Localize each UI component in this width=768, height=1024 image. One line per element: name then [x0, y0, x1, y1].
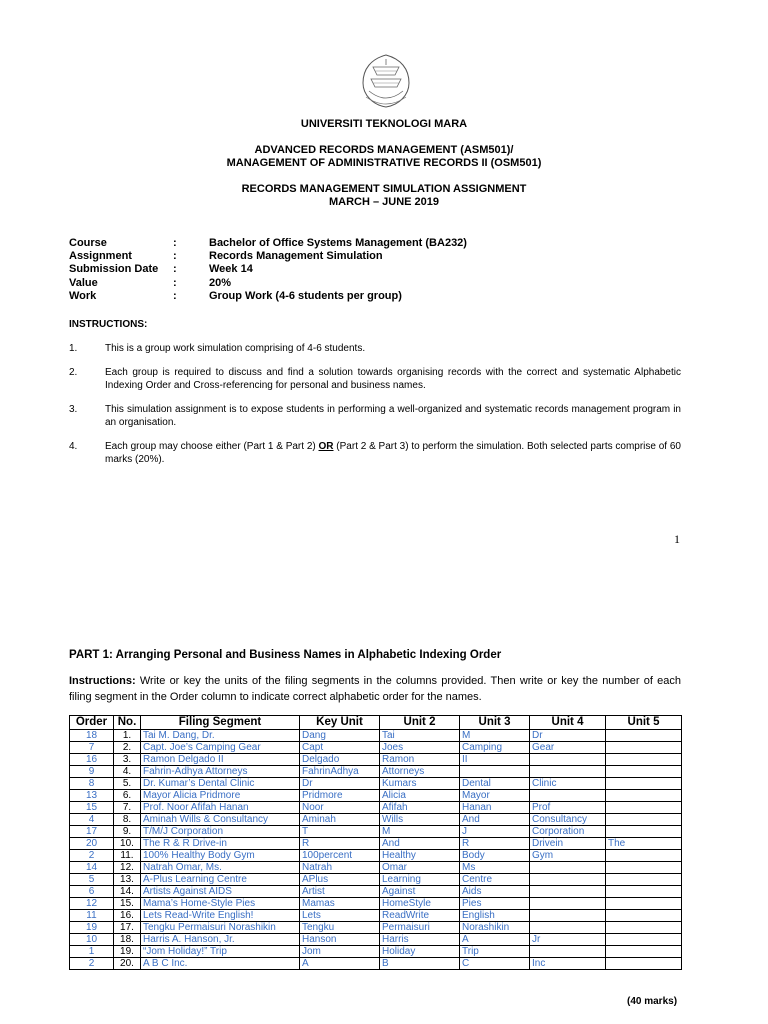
unit3-cell: Body: [460, 850, 530, 862]
meta-colon: :: [173, 263, 177, 275]
meta-colon: :: [173, 250, 177, 262]
unit2-cell: Against: [380, 886, 460, 898]
unit4-cell: Inc: [530, 958, 606, 970]
number-cell: 14.: [114, 886, 141, 898]
key-unit-cell: Tengku: [300, 922, 380, 934]
instruction-text: This is a group work simulation comprising of 4-6 students.: [105, 343, 366, 354]
unit4-cell: Clinic: [530, 778, 606, 790]
instruction-number: 3.: [69, 404, 78, 415]
unit5-cell: [606, 898, 682, 910]
order-cell: 19: [70, 922, 114, 934]
column-header-unit4: Unit 4: [530, 716, 606, 730]
column-header-no: No.: [114, 716, 141, 730]
table-row: [70, 946, 682, 958]
unit5-cell: [606, 742, 682, 754]
unit4-cell: Dr: [530, 730, 606, 742]
instruction-text-before: Each group may choose either (Part 1 & Part 2): [105, 441, 319, 452]
key-unit-cell: Delgado: [300, 754, 380, 766]
instruction-text: Each group is required to discuss and find a solution towards organising records with the correct and systematic Alphabetic Indexing Order and Cross-referencing for personal and business names.: [105, 367, 681, 391]
column-header-key-unit: Key Unit: [300, 716, 380, 730]
key-unit-cell: Dang: [300, 730, 380, 742]
part1-instructions: [69, 673, 681, 705]
unit2-cell: ReadWrite: [380, 910, 460, 922]
unit5-cell: [606, 910, 682, 922]
unit5-cell: [606, 778, 682, 790]
unit5-cell: [606, 814, 682, 826]
unit3-cell: English: [460, 910, 530, 922]
assignment-period: MARCH – JUNE 2019: [328, 196, 440, 208]
unit5-cell: [606, 922, 682, 934]
key-unit-cell: Pridmore: [300, 790, 380, 802]
unit3-cell: C: [460, 958, 530, 970]
unit3-cell: Centre: [460, 874, 530, 886]
meta-colon: :: [173, 290, 177, 302]
unit4-cell: Consultancy: [530, 814, 606, 826]
table-row: [70, 802, 682, 814]
university-name: UNIVERSITI TEKNOLOGI MARA: [300, 118, 468, 130]
unit3-cell: Hanan: [460, 802, 530, 814]
order-cell: 2: [70, 850, 114, 862]
filing-segment-cell: Ramon Delgado II: [141, 754, 300, 766]
meta-label: Work: [69, 290, 97, 302]
unit3-cell: R: [460, 838, 530, 850]
unit5-cell: [606, 826, 682, 838]
unit3-cell: J: [460, 826, 530, 838]
unit3-cell: Aids: [460, 886, 530, 898]
unit5-cell: [606, 934, 682, 946]
unit3-cell: Pies: [460, 898, 530, 910]
table-row: [70, 730, 682, 742]
table-row: [70, 886, 682, 898]
unit5-cell: [606, 766, 682, 778]
unit5-cell: [606, 886, 682, 898]
table-row: [70, 958, 682, 970]
key-unit-cell: 100percent: [300, 850, 380, 862]
unit5-cell: [606, 802, 682, 814]
unit3-cell: And: [460, 814, 530, 826]
unit5-cell: The: [606, 838, 682, 850]
filing-segment-cell: Dr. Kumar’s Dental Clinic: [141, 778, 300, 790]
unit2-cell: Alicia: [380, 790, 460, 802]
unit4-cell: Jr: [530, 934, 606, 946]
unit2-cell: Afifah: [380, 802, 460, 814]
number-cell: 7.: [114, 802, 141, 814]
order-cell: 6: [70, 886, 114, 898]
key-unit-cell: A: [300, 958, 380, 970]
instruction-text: This simulation assignment is to expose students in performing a well-organized and systematic records management program in an organisation.: [105, 404, 681, 428]
part1-instructions-label: Instructions:: [69, 675, 136, 687]
part1-instructions-text: Write or key the units of the filing segments in the columns provided. Then write or key the number of each filing segment in the Order column to indicate correct alphabetic order for the names.: [69, 675, 681, 703]
unit4-cell: [530, 862, 606, 874]
filing-segment-cell: A-Plus Learning Centre: [141, 874, 300, 886]
meta-label: Assignment: [69, 250, 132, 262]
order-cell: 18: [70, 730, 114, 742]
number-cell: 13.: [114, 874, 141, 886]
table-body: [70, 730, 682, 970]
table-row: [70, 790, 682, 802]
number-cell: 20.: [114, 958, 141, 970]
unit3-cell: Dental: [460, 778, 530, 790]
unit4-cell: [530, 766, 606, 778]
meta-label: Course: [69, 237, 107, 249]
unit2-cell: Harris: [380, 934, 460, 946]
unit2-cell: B: [380, 958, 460, 970]
number-cell: 11.: [114, 850, 141, 862]
filing-segment-cell: “Jom Holiday!” Trip: [141, 946, 300, 958]
part1-marks: (40 marks): [627, 996, 678, 1007]
number-cell: 17.: [114, 922, 141, 934]
table-row: [70, 910, 682, 922]
unit4-cell: [530, 790, 606, 802]
unit2-cell: And: [380, 838, 460, 850]
table-row: [70, 778, 682, 790]
number-cell: 1.: [114, 730, 141, 742]
unit2-cell: Kumars: [380, 778, 460, 790]
order-cell: 8: [70, 778, 114, 790]
unit2-cell: Wills: [380, 814, 460, 826]
page-number: 1: [674, 532, 680, 546]
unit2-cell: Ramon: [380, 754, 460, 766]
filing-segment-cell: Artists Against AIDS: [141, 886, 300, 898]
table-row: [70, 934, 682, 946]
unit2-cell: Permaisuri: [380, 922, 460, 934]
unit4-cell: [530, 886, 606, 898]
meta-colon: :: [173, 237, 177, 249]
unit2-cell: Attorneys: [380, 766, 460, 778]
unit5-cell: [606, 730, 682, 742]
order-cell: 16: [70, 754, 114, 766]
or-emphasis: OR: [318, 441, 334, 452]
unit4-cell: [530, 910, 606, 922]
unit3-cell: Ms: [460, 862, 530, 874]
number-cell: 10.: [114, 838, 141, 850]
key-unit-cell: Capt: [300, 742, 380, 754]
key-unit-cell: Lets: [300, 910, 380, 922]
meta-label: Value: [69, 277, 98, 289]
filing-segment-cell: Aminah Wills & Consultancy: [141, 814, 300, 826]
unit3-cell: Norashikin: [460, 922, 530, 934]
unit2-cell: HomeStyle: [380, 898, 460, 910]
order-cell: 1: [70, 946, 114, 958]
meta-label: Submission Date: [69, 263, 159, 275]
filing-segment-cell: Lets Read-Write English!: [141, 910, 300, 922]
key-unit-cell: Natrah: [300, 862, 380, 874]
column-header-unit2: Unit 2: [380, 716, 460, 730]
unit2-cell: M: [380, 826, 460, 838]
unit4-cell: [530, 754, 606, 766]
column-header-unit3: Unit 3: [460, 716, 530, 730]
meta-value: 20%: [209, 277, 232, 289]
table-row: [70, 874, 682, 886]
number-cell: 16.: [114, 910, 141, 922]
unit4-cell: Corporation: [530, 826, 606, 838]
key-unit-cell: APlus: [300, 874, 380, 886]
order-cell: 20: [70, 838, 114, 850]
order-cell: 15: [70, 802, 114, 814]
unit4-cell: [530, 946, 606, 958]
column-header-unit5: Unit 5: [606, 716, 682, 730]
table-row: [70, 922, 682, 934]
instruction-text-after: (Part 2 & Part 3) to perform the simulation. Both selected parts comprise of 60 marks (20%).: [105, 441, 681, 465]
unit3-cell: A: [460, 934, 530, 946]
instruction-text: [105, 441, 681, 466]
key-unit-cell: R: [300, 838, 380, 850]
key-unit-cell: Jom: [300, 946, 380, 958]
filing-segment-cell: The R & R Drive-in: [141, 838, 300, 850]
university-crest-logo: [351, 53, 421, 109]
unit4-cell: [530, 874, 606, 886]
table-row: [70, 826, 682, 838]
unit2-cell: Healthy: [380, 850, 460, 862]
number-cell: 2.: [114, 742, 141, 754]
unit3-cell: Mayor: [460, 790, 530, 802]
unit2-cell: Joes: [380, 742, 460, 754]
unit2-cell: Learning: [380, 874, 460, 886]
instruction-number: 1.: [69, 343, 78, 354]
unit3-cell: Camping: [460, 742, 530, 754]
order-cell: 14: [70, 862, 114, 874]
key-unit-cell: Mamas: [300, 898, 380, 910]
table-row: [70, 742, 682, 754]
order-cell: 11: [70, 910, 114, 922]
column-header-filing-segment: Filing Segment: [141, 716, 300, 730]
instruction-number: 2.: [69, 367, 78, 378]
meta-value: Records Management Simulation: [209, 250, 383, 262]
filing-segment-cell: 100% Healthy Body Gym: [141, 850, 300, 862]
number-cell: 19.: [114, 946, 141, 958]
number-cell: 3.: [114, 754, 141, 766]
unit5-cell: [606, 946, 682, 958]
number-cell: 12.: [114, 862, 141, 874]
filing-table: [69, 715, 682, 970]
unit2-cell: Tai: [380, 730, 460, 742]
key-unit-cell: Noor: [300, 802, 380, 814]
table-row: [70, 754, 682, 766]
order-cell: 17: [70, 826, 114, 838]
table-row: [70, 862, 682, 874]
unit5-cell: [606, 850, 682, 862]
filing-segment-cell: Natrah Omar, Ms.: [141, 862, 300, 874]
key-unit-cell: Artist: [300, 886, 380, 898]
unit2-cell: Omar: [380, 862, 460, 874]
unit4-cell: Prof: [530, 802, 606, 814]
filing-segment-cell: Mayor Alicia Pridmore: [141, 790, 300, 802]
filing-segment-cell: Mama’s Home-Style Pies: [141, 898, 300, 910]
filing-segment-cell: Harris A. Hanson, Jr.: [141, 934, 300, 946]
number-cell: 18.: [114, 934, 141, 946]
number-cell: 9.: [114, 826, 141, 838]
course-title-line2: MANAGEMENT OF ADMINISTRATIVE RECORDS II (OSM501): [226, 157, 542, 169]
number-cell: 8.: [114, 814, 141, 826]
order-cell: 5: [70, 874, 114, 886]
key-unit-cell: Hanson: [300, 934, 380, 946]
number-cell: 15.: [114, 898, 141, 910]
unit4-cell: Gear: [530, 742, 606, 754]
filing-segment-cell: Prof. Noor Afifah Hanan: [141, 802, 300, 814]
column-header-order: Order: [70, 716, 114, 730]
filing-segment-cell: Fahrin-Adhya Attorneys: [141, 766, 300, 778]
order-cell: 2: [70, 958, 114, 970]
unit2-cell: Holiday: [380, 946, 460, 958]
number-cell: 6.: [114, 790, 141, 802]
instructions-heading: INSTRUCTIONS:: [69, 319, 148, 330]
meta-value: Week 14: [209, 263, 253, 275]
filing-segment-cell: Tai M. Dang, Dr.: [141, 730, 300, 742]
table-header-row: [70, 716, 682, 730]
unit4-cell: [530, 898, 606, 910]
unit5-cell: [606, 862, 682, 874]
filing-segment-cell: A B C Inc.: [141, 958, 300, 970]
course-title-line1: ADVANCED RECORDS MANAGEMENT (ASM501)/: [254, 144, 514, 156]
order-cell: 4: [70, 814, 114, 826]
order-cell: 9: [70, 766, 114, 778]
table-row: [70, 814, 682, 826]
unit5-cell: [606, 790, 682, 802]
order-cell: 12: [70, 898, 114, 910]
meta-value: Bachelor of Office Systems Management (BA232): [209, 237, 467, 249]
order-cell: 7: [70, 742, 114, 754]
table-row: [70, 850, 682, 862]
key-unit-cell: FahrinAdhya: [300, 766, 380, 778]
unit5-cell: [606, 958, 682, 970]
meta-colon: :: [173, 277, 177, 289]
key-unit-cell: Aminah: [300, 814, 380, 826]
table-row: [70, 838, 682, 850]
assignment-title: RECORDS MANAGEMENT SIMULATION ASSIGNMENT: [241, 183, 527, 195]
filing-segment-cell: T/M/J Corporation: [141, 826, 300, 838]
unit5-cell: [606, 754, 682, 766]
unit3-cell: [460, 766, 530, 778]
unit3-cell: M: [460, 730, 530, 742]
part1-title: PART 1: Arranging Personal and Business Names in Alphabetic Indexing Order: [69, 649, 502, 661]
order-cell: 10: [70, 934, 114, 946]
key-unit-cell: Dr: [300, 778, 380, 790]
unit5-cell: [606, 874, 682, 886]
unit3-cell: II: [460, 754, 530, 766]
order-cell: 13: [70, 790, 114, 802]
filing-segment-cell: Tengku Permaisuri Norashikin: [141, 922, 300, 934]
unit4-cell: Gym: [530, 850, 606, 862]
unit4-cell: [530, 922, 606, 934]
meta-value: Group Work (4-6 students per group): [209, 290, 402, 302]
table-row: [70, 898, 682, 910]
instruction-number: 4.: [69, 441, 78, 452]
filing-segment-cell: Capt. Joe’s Camping Gear: [141, 742, 300, 754]
unit4-cell: Drivein: [530, 838, 606, 850]
number-cell: 5.: [114, 778, 141, 790]
number-cell: 4.: [114, 766, 141, 778]
key-unit-cell: T: [300, 826, 380, 838]
table-row: [70, 766, 682, 778]
unit3-cell: Trip: [460, 946, 530, 958]
